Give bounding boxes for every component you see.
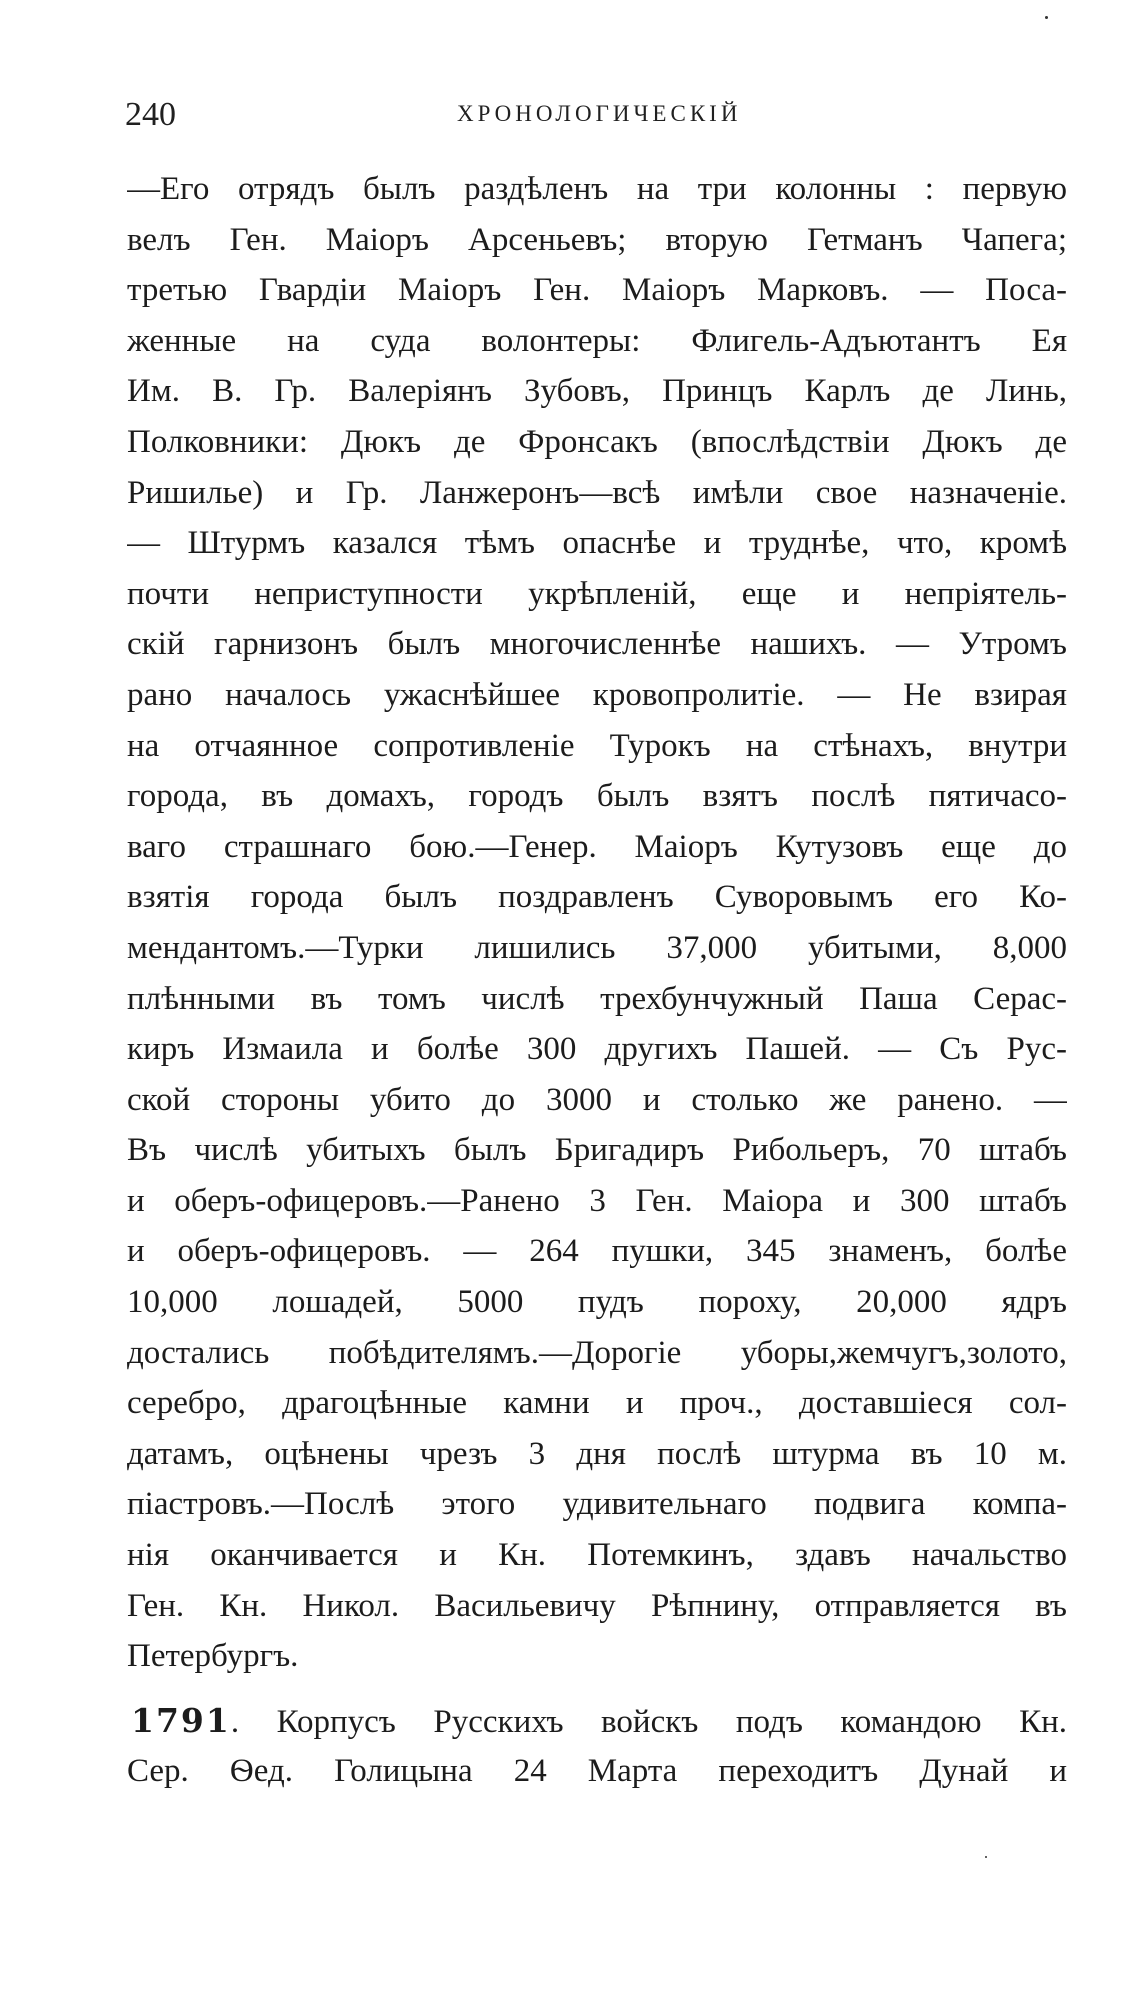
page-header [125,95,1045,145]
paragraph-gap [127,1682,1067,1696]
body-text [127,164,1067,1797]
text-line: взятія города былъ поздравленъ Суворовымъ его Ко- [127,879,1067,916]
text-line: рано началось ужаснѣйшее кровопролитіе. — Не взирая [127,676,1067,713]
text-line-last: Петербургъ. [127,1638,299,1675]
text-line: велъ Ген. Маіоръ Арсеньевъ; вторую Гетманъ Чапега; [127,221,1067,258]
year-heading: 1791 [131,1700,231,1740]
text-line: мендантомъ.—Турки лишились 37,000 убитыми, 8,000 [127,929,1067,966]
text-line: Ген. Кн. Никол. Васильевичу Рѣпнину, отправляется въ [127,1587,1067,1624]
text-line: на отчаянное сопротивленіе Турокъ на стѣнахъ, внутри [127,727,1067,764]
text-line: третью Гвардіи Маіоръ Ген. Маіоръ Марковъ. — Поса- [127,272,1067,309]
paragraph-2 [127,1696,1067,1797]
text-line: датамъ, оцѣнены чрезъ 3 дня послѣ штурма въ 10 м. [127,1435,1067,1472]
text-line: ваго страшнаго бою.—Генер. Маіоръ Кутузовъ еще до [127,828,1067,865]
text-line: почти неприступности укрѣпленій, еще и непріятель- [127,575,1067,612]
paragraph-1 [127,164,1067,1682]
text-line: города, въ домахъ, городъ былъ взятъ послѣ пятичасо- [127,778,1067,815]
text-line: плѣнными въ томъ числѣ трехбунчужный Паша Серас- [127,980,1067,1017]
page-number: 240 [125,96,176,133]
text-line: киръ Измаила и болѣе 300 другихъ Пашей. — Съ Рус- [127,1031,1067,1068]
text-line: Полковники: Дюкъ де Фронсакъ (впослѣдствіи Дюкъ де [127,423,1067,460]
text-line: скій гарнизонъ былъ многочисленнѣе нашихъ. — Утромъ [127,626,1067,663]
text-line: достались побѣдителямъ.—Дорогіе уборы,жемчугъ,золото, [127,1334,1067,1371]
print-speck [985,1856,987,1858]
text-line: 10,000 лошадей, 5000 пудъ пороху, 20,000 ядръ [127,1284,1067,1321]
text-line: ской стороны убито до 3000 и столько же ранено. — [127,1081,1067,1118]
text-line: серебро, драгоцѣнные камни и проч., доставшіеся сол- [127,1385,1067,1422]
text-line: и оберъ-офицеровъ. — 264 пушки, 345 знаменъ, болѣе [127,1233,1067,1270]
print-speck [1045,16,1048,19]
text-line: и оберъ-офицеровъ.—Ранено 3 Ген. Маіора и 300 штабъ [127,1182,1067,1219]
text-line: Сер. Ѳед. Голицына 24 Марта переходитъ Дунай и [127,1753,1067,1790]
text-line: Въ числѣ убитыхъ былъ Бригадиръ Рибольеръ, 70 штабъ [127,1132,1067,1169]
text-line [127,1696,1067,1747]
text-line: —Его отрядъ былъ раздѣленъ на три колонны : первую [127,171,1067,207]
text-line: Им. В. Гр. Валеріянъ Зубовъ, Принцъ Карлъ де Линь, [127,373,1067,410]
running-title: ХРОНОЛОГИЧЕСКІЙ [457,101,742,126]
text-line: — Штурмъ казался тѣмъ опаснѣе и труднѣе, что, кромѣ [127,525,1067,562]
text-line: Ришилье) и Гр. Ланжеронъ—всѣ имѣли свое назначеніе. [127,474,1067,511]
text-line-remainder: . Корпусъ Русскихъ войскъ подъ командою Кн. [230,1703,1067,1740]
text-line: піастровъ.—Послѣ этого удивительнаго подвига компа- [127,1486,1067,1523]
text-line: нія оканчивается и Кн. Потемкинъ, здавъ начальство [127,1537,1067,1574]
text-line: женные на суда волонтеры: Флигель-Адъютантъ Ея [127,322,1067,359]
